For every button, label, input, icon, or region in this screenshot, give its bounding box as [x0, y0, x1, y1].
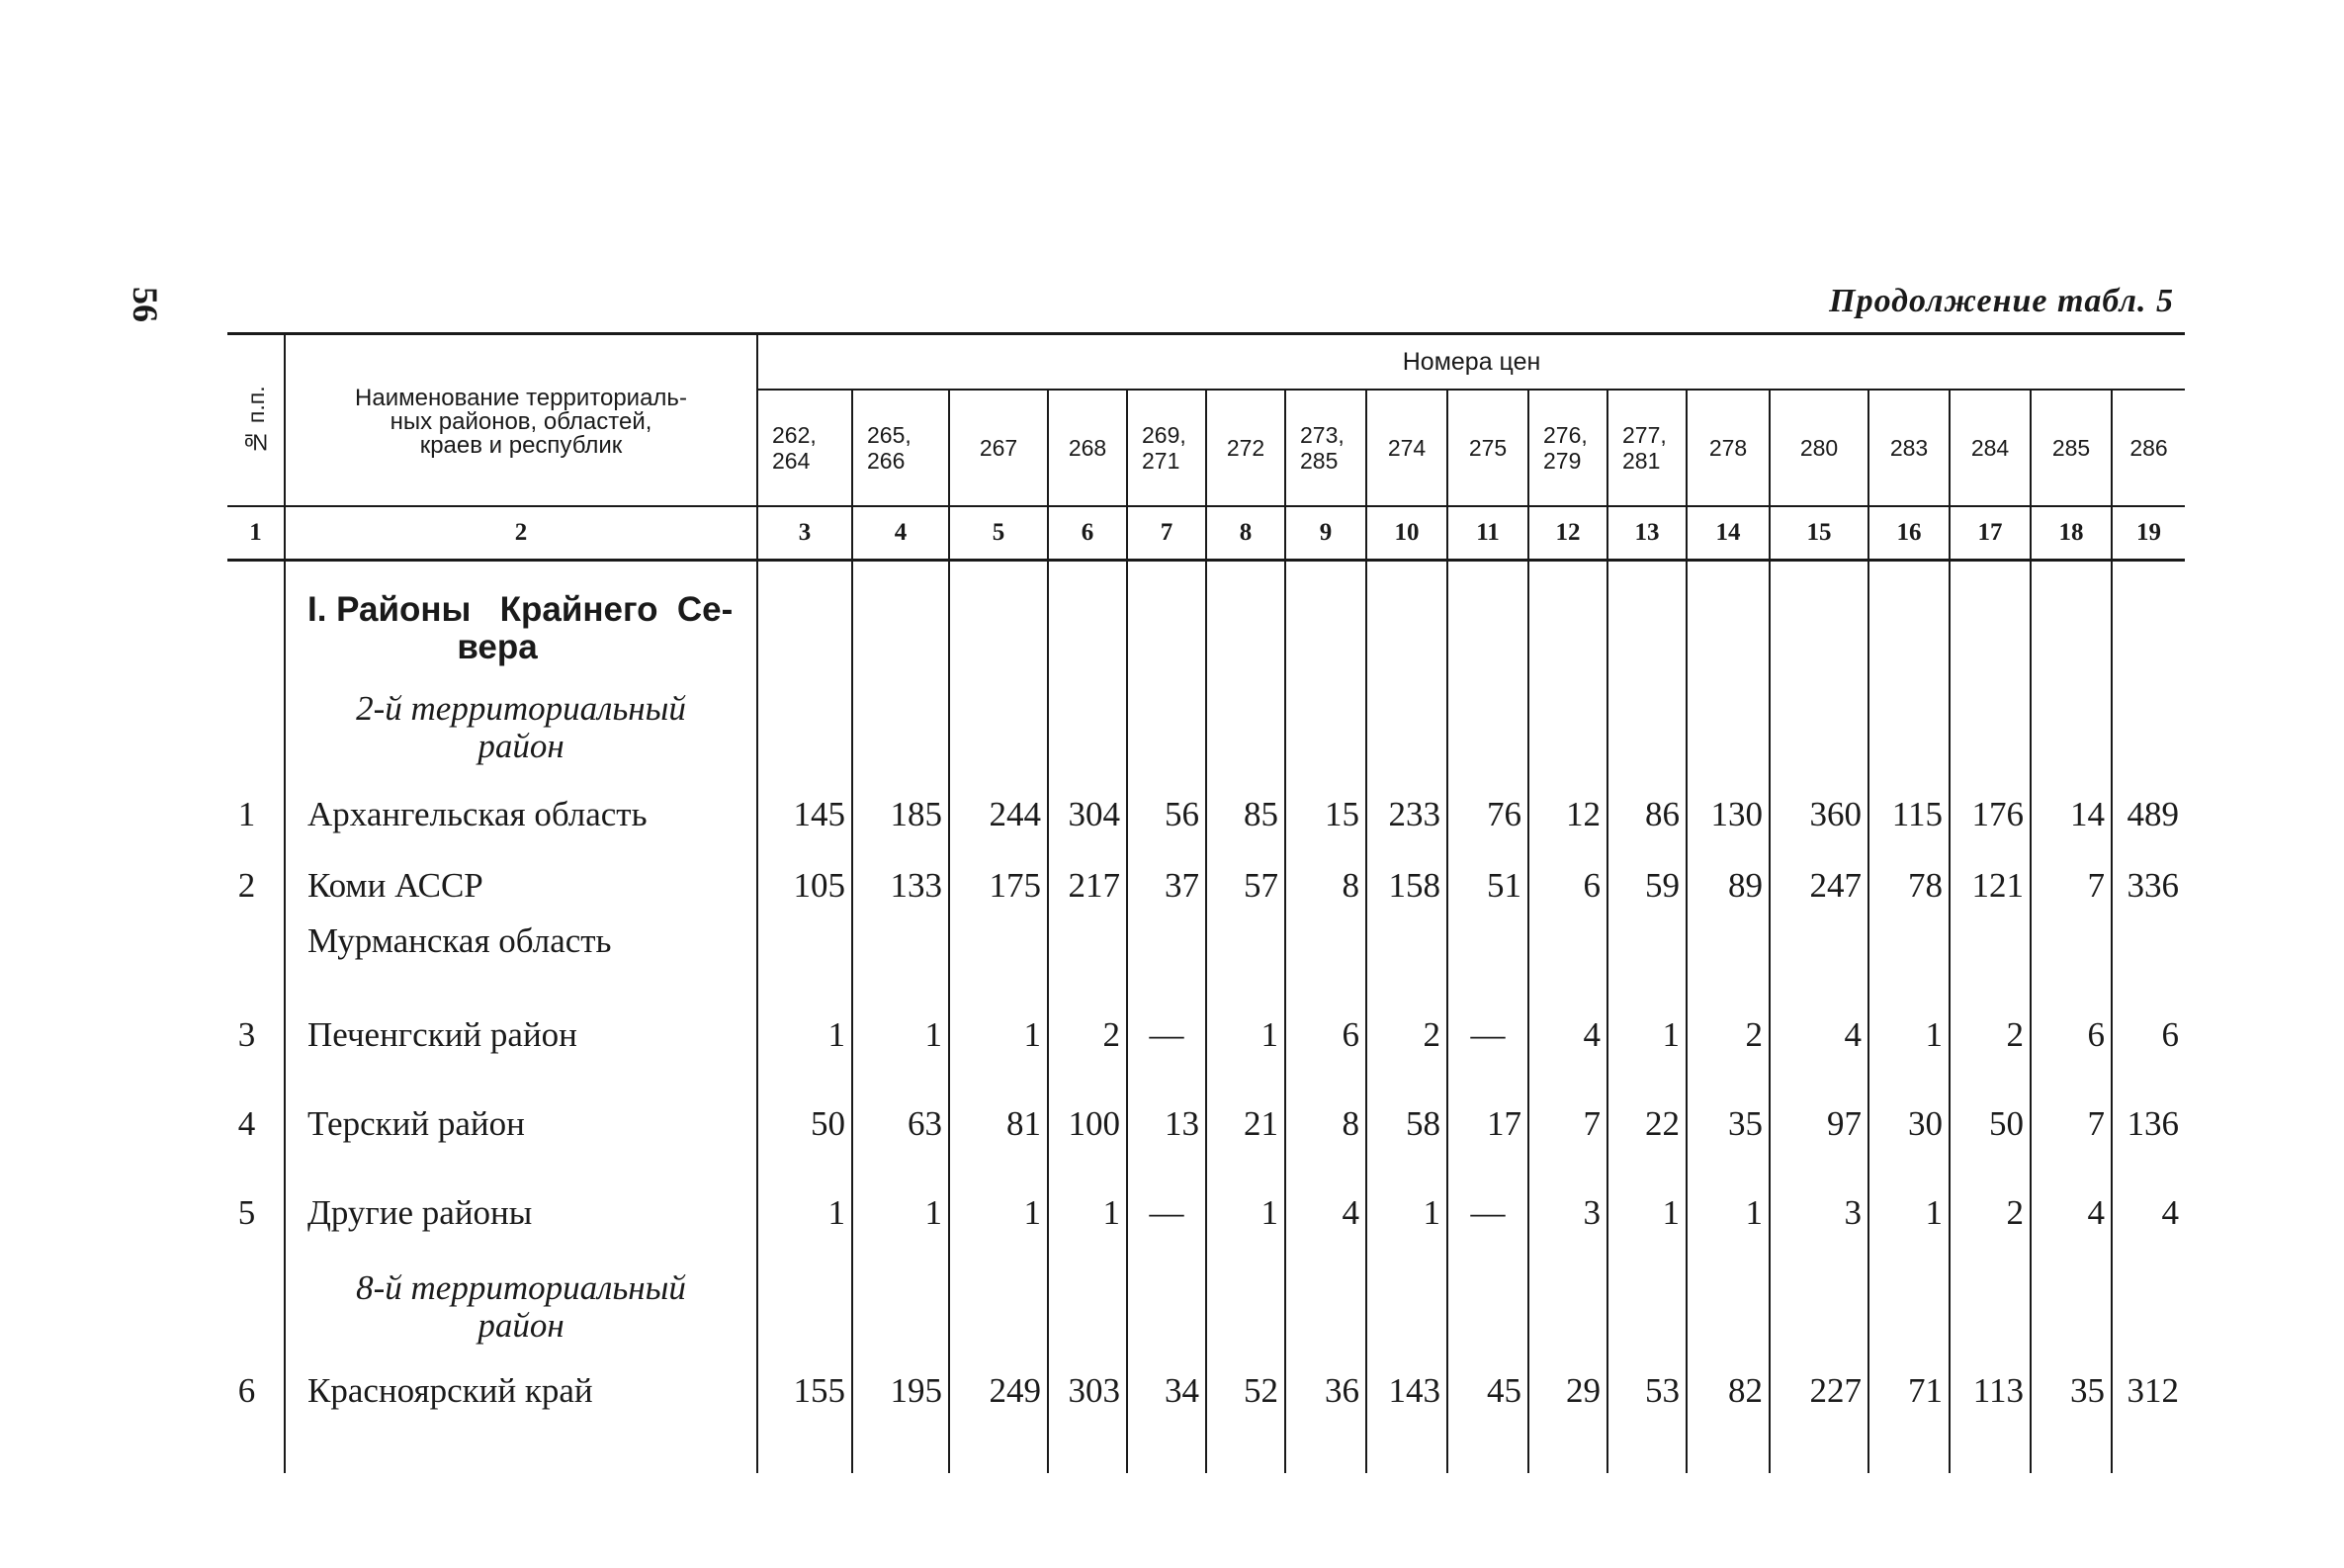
header-price-column: 268 [1048, 390, 1127, 506]
region-name: Печенгский район [285, 991, 757, 1080]
price-cell: 14 [2031, 779, 2112, 850]
header-index-cell: 7 [1127, 506, 1206, 561]
price-cell: 30 [1868, 1080, 1950, 1169]
price-cell: 8 [1285, 850, 1366, 921]
price-cell: 217 [1048, 850, 1127, 921]
header-index-cell: 18 [2031, 506, 2112, 561]
header-price-column: 265, 266 [852, 390, 949, 506]
header-price-column: 283 [1868, 390, 1950, 506]
price-cell: 52 [1206, 1358, 1285, 1424]
region-label: Мурманская область [285, 921, 757, 991]
price-cell: 303 [1048, 1358, 1127, 1424]
price-cell: 233 [1366, 779, 1447, 850]
price-cell: 1 [1607, 1169, 1687, 1258]
table-row [227, 991, 2185, 1080]
price-table-container [227, 332, 2185, 1473]
price-cell: 2 [1687, 991, 1770, 1080]
header-price-column: 267 [949, 390, 1048, 506]
price-cell: — [1447, 1169, 1528, 1258]
price-cell: — [1127, 1169, 1206, 1258]
header-index-cell: 12 [1528, 506, 1607, 561]
price-cell: 489 [2112, 779, 2185, 850]
header-price-column: 275 [1447, 390, 1528, 506]
price-cell: 155 [757, 1358, 852, 1424]
price-cell: — [1447, 991, 1528, 1080]
page-number: 56 [126, 287, 165, 322]
price-cell: 1 [1048, 1169, 1127, 1258]
price-cell: 1 [1366, 1169, 1447, 1258]
price-table [227, 332, 2185, 1473]
header-index-cell: 17 [1950, 506, 2031, 561]
price-cell: 1 [757, 1169, 852, 1258]
table-row [227, 1358, 2185, 1424]
price-cell: 4 [1285, 1169, 1366, 1258]
price-cell: 121 [1950, 850, 2031, 921]
header-price-column: 273, 285 [1285, 390, 1366, 506]
price-cell: 185 [852, 779, 949, 850]
region-name: Красноярский край [285, 1358, 757, 1424]
header-row-number: № п.п. [227, 334, 285, 507]
price-cell: 1 [1687, 1169, 1770, 1258]
price-cell: 6 [2031, 991, 2112, 1080]
price-cell: 76 [1447, 779, 1528, 850]
price-cell: 2 [1366, 991, 1447, 1080]
header-index-cell: 13 [1607, 506, 1687, 561]
header-price-group: Номера цен [757, 334, 2185, 391]
price-cell: 7 [2031, 1080, 2112, 1169]
price-cell: 45 [1447, 1358, 1528, 1424]
subsection-row-8 [227, 1258, 2185, 1358]
price-cell: 4 [1770, 991, 1868, 1080]
price-cell: 53 [1607, 1358, 1687, 1424]
price-cell: 1 [1607, 991, 1687, 1080]
row-number: 1 [237, 795, 256, 833]
price-cell: 195 [852, 1358, 949, 1424]
price-cell: 7 [1528, 1080, 1607, 1169]
price-cell: 1 [1206, 1169, 1285, 1258]
table-continuation-caption: Продолжение табл. 5 [1829, 283, 2174, 319]
price-cell: 143 [1366, 1358, 1447, 1424]
price-cell: 56 [1127, 779, 1206, 850]
table-row [227, 779, 2185, 850]
header-price-column: 269, 271 [1127, 390, 1206, 506]
header-index-cell: 1 [227, 506, 285, 561]
price-cell: 85 [1206, 779, 1285, 850]
header-price-column: 274 [1366, 390, 1447, 506]
subsection-row-2 [227, 678, 2185, 779]
header-price-column: 262, 264 [757, 390, 852, 506]
price-cell: 6 [1285, 991, 1366, 1080]
price-cell: 34 [1127, 1358, 1206, 1424]
price-cell: 50 [757, 1080, 852, 1169]
price-cell: 8 [1285, 1080, 1366, 1169]
section-title-line2: вера [457, 628, 538, 666]
price-cell: 1 [852, 1169, 949, 1258]
header-index-cell: 16 [1868, 506, 1950, 561]
price-cell: 304 [1048, 779, 1127, 850]
price-cell: 59 [1607, 850, 1687, 921]
row-number: 5 [237, 1193, 256, 1232]
price-cell: 2 [1950, 991, 2031, 1080]
region-name: Архангельская область [285, 779, 757, 850]
price-cell: 89 [1687, 850, 1770, 921]
price-cell: 133 [852, 850, 949, 921]
price-cell: 158 [1366, 850, 1447, 921]
price-cell: 63 [852, 1080, 949, 1169]
price-cell: 1 [1868, 991, 1950, 1080]
header-price-column: 284 [1950, 390, 2031, 506]
header-price-column: 285 [2031, 390, 2112, 506]
header-index-cell: 14 [1687, 506, 1770, 561]
price-cell: 15 [1285, 779, 1366, 850]
header-index-row [227, 506, 2185, 561]
price-cell: 71 [1868, 1358, 1950, 1424]
header-index-cell: 15 [1770, 506, 1868, 561]
price-cell: 249 [949, 1358, 1048, 1424]
price-cell: — [1127, 991, 1206, 1080]
price-cell: 86 [1607, 779, 1687, 850]
price-cell: 244 [949, 779, 1048, 850]
header-index-cell: 5 [949, 506, 1048, 561]
subsection-title: 8-й территориальный район [285, 1258, 757, 1358]
price-cell: 4 [1528, 991, 1607, 1080]
price-cell: 82 [1687, 1358, 1770, 1424]
price-cell: 336 [2112, 850, 2185, 921]
price-cell: 100 [1048, 1080, 1127, 1169]
price-cell: 17 [1447, 1080, 1528, 1169]
price-cell: 29 [1528, 1358, 1607, 1424]
price-cell: 13 [1127, 1080, 1206, 1169]
price-cell: 115 [1868, 779, 1950, 850]
price-cell: 36 [1285, 1358, 1366, 1424]
header-price-column: 280 [1770, 390, 1868, 506]
header-index-cell: 19 [2112, 506, 2185, 561]
section-title-line1: I. Районы Крайнего Се- [307, 590, 734, 629]
price-cell: 2 [1048, 991, 1127, 1080]
price-cell: 4 [2112, 1169, 2185, 1258]
price-cell: 176 [1950, 779, 2031, 850]
header-index-cell: 6 [1048, 506, 1127, 561]
header-name: Наименование территориаль- ных районов, областей, краев и республик [285, 334, 757, 507]
price-cell: 97 [1770, 1080, 1868, 1169]
price-cell: 12 [1528, 779, 1607, 850]
row-number: 3 [237, 1015, 256, 1054]
price-cell: 105 [757, 850, 852, 921]
price-cell: 1 [757, 991, 852, 1080]
price-cell: 1 [1868, 1169, 1950, 1258]
region-name: Коми АССР [285, 850, 757, 921]
table-body [227, 561, 2185, 1474]
price-cell: 1 [949, 1169, 1048, 1258]
table-header [227, 334, 2185, 561]
header-index-cell: 10 [1366, 506, 1447, 561]
table-row [227, 850, 2185, 921]
price-cell: 35 [2031, 1358, 2112, 1424]
price-cell: 360 [1770, 779, 1868, 850]
price-cell: 21 [1206, 1080, 1285, 1169]
region-group-row [227, 921, 2185, 991]
header-price-column: 272 [1206, 390, 1285, 506]
price-cell: 136 [2112, 1080, 2185, 1169]
header-price-column: 278 [1687, 390, 1770, 506]
price-cell: 37 [1127, 850, 1206, 921]
header-index-cell: 4 [852, 506, 949, 561]
section-title [285, 561, 757, 679]
price-cell: 6 [1528, 850, 1607, 921]
header-price-column: 277, 281 [1607, 390, 1687, 506]
price-cell: 130 [1687, 779, 1770, 850]
row-number: 4 [237, 1104, 256, 1143]
price-cell: 1 [852, 991, 949, 1080]
price-cell: 58 [1366, 1080, 1447, 1169]
subsection-title: 2-й территориальный район [285, 678, 757, 779]
region-name: Терский район [285, 1080, 757, 1169]
row-number: 6 [237, 1371, 256, 1410]
region-name: Другие районы [285, 1169, 757, 1258]
header-price-column: 286 [2112, 390, 2185, 506]
table-row [227, 1080, 2185, 1169]
header-index-cell: 2 [285, 506, 757, 561]
row-number: 2 [237, 866, 256, 905]
price-cell: 247 [1770, 850, 1868, 921]
price-cell: 175 [949, 850, 1048, 921]
price-cell: 145 [757, 779, 852, 850]
price-cell: 50 [1950, 1080, 2031, 1169]
price-cell: 3 [1770, 1169, 1868, 1258]
price-cell: 113 [1950, 1358, 2031, 1424]
header-price-column: 276, 279 [1528, 390, 1607, 506]
price-cell: 78 [1868, 850, 1950, 921]
price-cell: 51 [1447, 850, 1528, 921]
header-index-cell: 8 [1206, 506, 1285, 561]
price-cell: 6 [2112, 991, 2185, 1080]
table-row [227, 1169, 2185, 1258]
header-index-cell: 11 [1447, 506, 1528, 561]
price-cell: 1 [1206, 991, 1285, 1080]
price-cell: 57 [1206, 850, 1285, 921]
price-cell: 35 [1687, 1080, 1770, 1169]
price-cell: 312 [2112, 1358, 2185, 1424]
price-cell: 4 [2031, 1169, 2112, 1258]
price-cell: 7 [2031, 850, 2112, 921]
header-index-cell: 9 [1285, 506, 1366, 561]
price-cell: 1 [949, 991, 1048, 1080]
header-index-cell: 3 [757, 506, 852, 561]
price-cell: 227 [1770, 1358, 1868, 1424]
price-cell: 2 [1950, 1169, 2031, 1258]
price-cell: 3 [1528, 1169, 1607, 1258]
price-cell: 22 [1607, 1080, 1687, 1169]
price-cell: 81 [949, 1080, 1048, 1169]
